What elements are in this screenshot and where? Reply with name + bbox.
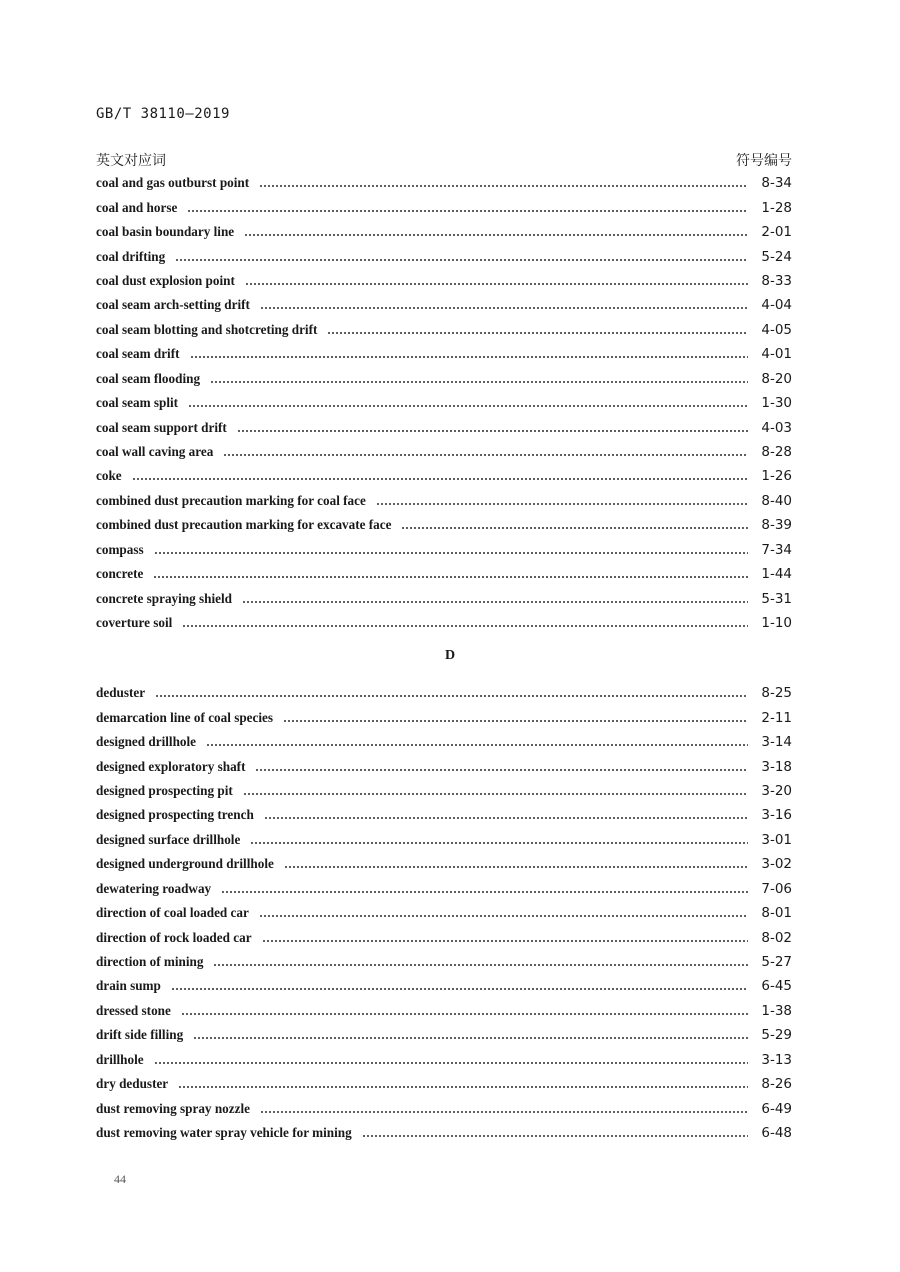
- dot-leader: [243, 793, 748, 795]
- entry-symbol-number: 3-16: [761, 807, 792, 824]
- index-entry: [96, 513, 792, 537]
- entry-term: coal and gas outburst point: [96, 175, 250, 191]
- dot-leader: [221, 891, 748, 893]
- entry-symbol-number: 3-01: [761, 831, 792, 848]
- index-entry: [96, 415, 792, 439]
- index-entry: [96, 705, 792, 729]
- index-entry: [96, 269, 792, 293]
- entry-term: designed underground drillhole: [96, 856, 274, 872]
- entry-symbol-number: 5-29: [761, 1027, 792, 1044]
- entry-term: coal drifting: [96, 248, 166, 264]
- entry-term: drift side filling: [96, 1027, 184, 1043]
- entry-symbol-number: 4-03: [761, 419, 792, 436]
- index-entry: [96, 586, 792, 610]
- dot-leader: [175, 259, 748, 261]
- entry-symbol-number: 8-33: [761, 272, 792, 289]
- index-entry: [96, 901, 792, 925]
- dot-leader: [245, 283, 748, 285]
- column-header-english: 英文对应词: [96, 153, 166, 169]
- entry-symbol-number: 2-01: [761, 224, 792, 241]
- index-entry: [96, 391, 792, 415]
- index-entry: [96, 464, 792, 488]
- entry-term: coal seam drift: [96, 346, 180, 362]
- entry-term: dry deduster: [96, 1076, 169, 1092]
- entry-symbol-number: 6-45: [761, 978, 792, 995]
- entry-symbol-number: 8-25: [761, 685, 792, 702]
- dot-leader: [284, 866, 748, 868]
- index-entry: [96, 1072, 792, 1096]
- entry-term: coal seam arch-setting drift: [96, 297, 250, 313]
- entry-term: concrete: [96, 566, 144, 582]
- index-entry: [96, 1096, 792, 1120]
- dot-leader: [259, 185, 748, 187]
- index-entry: [96, 171, 792, 195]
- entry-symbol-number: 8-40: [761, 492, 792, 509]
- index-entry: [96, 1023, 792, 1047]
- entry-symbol-number: 5-27: [761, 954, 792, 971]
- entry-term: designed prospecting trench: [96, 807, 254, 823]
- entry-term: coverture soil: [96, 615, 173, 631]
- index-entry: [96, 244, 792, 268]
- dot-leader: [155, 695, 748, 697]
- entry-symbol-number: 3-20: [761, 782, 792, 799]
- entry-term: coal seam support drift: [96, 419, 227, 435]
- entry-term: direction of rock loaded car: [96, 929, 252, 945]
- index-entry: [96, 999, 792, 1023]
- index-entry: [96, 489, 792, 513]
- dot-leader: [264, 817, 748, 819]
- entry-term: coal seam blotting and shotcreting drift: [96, 321, 318, 337]
- dot-leader: [242, 601, 748, 603]
- index-entry: [96, 950, 792, 974]
- index-entry: [96, 611, 792, 635]
- dot-leader: [187, 210, 748, 212]
- dot-leader: [210, 381, 748, 383]
- entry-term: direction of mining: [96, 954, 204, 970]
- entry-symbol-number: 8-01: [761, 905, 792, 922]
- dot-leader: [182, 625, 748, 627]
- entry-term: coal seam flooding: [96, 370, 201, 386]
- entry-term: combined dust precaution marking for coal face: [96, 492, 366, 508]
- entry-symbol-number: 1-26: [761, 468, 792, 485]
- entry-term: coal and horse: [96, 199, 178, 215]
- dot-leader: [244, 234, 748, 236]
- entry-term: coal wall caving area: [96, 444, 214, 460]
- entry-symbol-number: 6-49: [761, 1100, 792, 1117]
- entry-term: coal basin boundary line: [96, 224, 235, 240]
- index-entry: [96, 342, 792, 366]
- entry-symbol-number: 8-39: [761, 517, 792, 534]
- column-headers: [96, 150, 792, 170]
- entry-symbol-number: 4-01: [761, 346, 792, 363]
- entry-term: deduster: [96, 685, 146, 701]
- entry-term: demarcation line of coal species: [96, 709, 274, 725]
- entry-term: compass: [96, 541, 144, 557]
- section-letter-d: D: [444, 648, 456, 663]
- entry-symbol-number: 4-05: [761, 321, 792, 338]
- entry-term: designed surface drillhole: [96, 831, 241, 847]
- index-entry: [96, 1048, 792, 1072]
- index-entry: [96, 974, 792, 998]
- dot-leader: [154, 552, 748, 554]
- dot-leader: [260, 307, 748, 309]
- dot-leader: [213, 964, 748, 966]
- entry-symbol-number: 1-30: [761, 395, 792, 412]
- entry-symbol-number: 3-02: [761, 856, 792, 873]
- dot-leader: [237, 430, 748, 432]
- dot-leader: [132, 478, 748, 480]
- dot-leader: [376, 503, 748, 505]
- entry-term: designed exploratory shaft: [96, 758, 246, 774]
- index-entry: [96, 220, 792, 244]
- entry-symbol-number: 5-24: [761, 248, 792, 265]
- entry-symbol-number: 3-18: [761, 758, 792, 775]
- dot-leader: [283, 720, 748, 722]
- index-entry: [96, 562, 792, 586]
- entry-symbol-number: 4-04: [761, 297, 792, 314]
- entry-symbol-number: 3-13: [761, 1051, 792, 1068]
- entry-term: dewatering roadway: [96, 880, 212, 896]
- entry-symbol-number: 7-34: [761, 541, 792, 558]
- index-entry: [96, 1121, 792, 1145]
- entry-term: combined dust precaution marking for excavate face: [96, 517, 392, 533]
- dot-leader: [181, 1013, 748, 1015]
- entry-term: drillhole: [96, 1051, 144, 1067]
- entry-term: designed prospecting pit: [96, 782, 233, 798]
- dot-leader: [260, 1111, 748, 1113]
- entry-term: coal dust explosion point: [96, 272, 235, 288]
- index-entry: [96, 367, 792, 391]
- dot-leader: [206, 744, 748, 746]
- entry-symbol-number: 1-44: [761, 566, 792, 583]
- index-entry: [96, 754, 792, 778]
- index-entry: [96, 730, 792, 754]
- index-entry: [96, 803, 792, 827]
- index-entry: [96, 852, 792, 876]
- dot-leader: [154, 1062, 748, 1064]
- entry-symbol-number: 1-10: [761, 615, 792, 632]
- entry-symbol-number: 1-28: [761, 199, 792, 216]
- column-header-symbol-number: 符号编号: [736, 153, 792, 169]
- entry-term: coke: [96, 468, 122, 484]
- index-entry: [96, 681, 792, 705]
- index-entry: [96, 195, 792, 219]
- dot-leader: [171, 988, 748, 990]
- entry-symbol-number: 8-26: [761, 1076, 792, 1093]
- index-entry: [96, 318, 792, 342]
- entry-symbol-number: 7-06: [761, 880, 792, 897]
- standard-code: GB/T 38110—2019: [96, 106, 230, 122]
- index-entry: [96, 828, 792, 852]
- page-number: 44: [114, 1172, 126, 1186]
- entry-term: designed drillhole: [96, 734, 197, 750]
- entry-symbol-number: 1-38: [761, 1002, 792, 1019]
- entry-symbol-number: 8-34: [761, 175, 792, 192]
- entry-symbol-number: 2-11: [761, 709, 792, 726]
- dot-leader: [188, 405, 748, 407]
- entry-symbol-number: 5-31: [761, 590, 792, 607]
- dot-leader: [401, 527, 748, 529]
- entry-term: drain sump: [96, 978, 161, 994]
- entry-term: dust removing water spray vehicle for mining: [96, 1125, 352, 1141]
- index-entry: [96, 779, 792, 803]
- dot-leader: [250, 842, 748, 844]
- entry-symbol-number: 8-20: [761, 370, 792, 387]
- dot-leader: [262, 940, 748, 942]
- entry-term: coal seam split: [96, 395, 179, 411]
- dot-leader: [153, 576, 748, 578]
- dot-leader: [193, 1037, 748, 1039]
- entry-symbol-number: 8-28: [761, 444, 792, 461]
- index-list-c: [96, 171, 792, 635]
- dot-leader: [178, 1086, 748, 1088]
- entry-symbol-number: 3-14: [761, 734, 792, 751]
- index-entry: [96, 925, 792, 949]
- index-entry: [96, 293, 792, 317]
- index-entry: [96, 538, 792, 562]
- entry-term: concrete spraying shield: [96, 590, 233, 606]
- entry-term: dust removing spray nozzle: [96, 1100, 250, 1116]
- dot-leader: [255, 769, 748, 771]
- dot-leader: [362, 1135, 748, 1137]
- index-entry: [96, 877, 792, 901]
- dot-leader: [327, 332, 748, 334]
- entry-term: dressed stone: [96, 1002, 171, 1018]
- index-list-d: [96, 681, 792, 1145]
- dot-leader: [190, 356, 749, 358]
- dot-leader: [259, 915, 748, 917]
- index-entry: [96, 440, 792, 464]
- dot-leader: [223, 454, 748, 456]
- entry-term: direction of coal loaded car: [96, 905, 249, 921]
- entry-symbol-number: 6-48: [761, 1125, 792, 1142]
- entry-symbol-number: 8-02: [761, 929, 792, 946]
